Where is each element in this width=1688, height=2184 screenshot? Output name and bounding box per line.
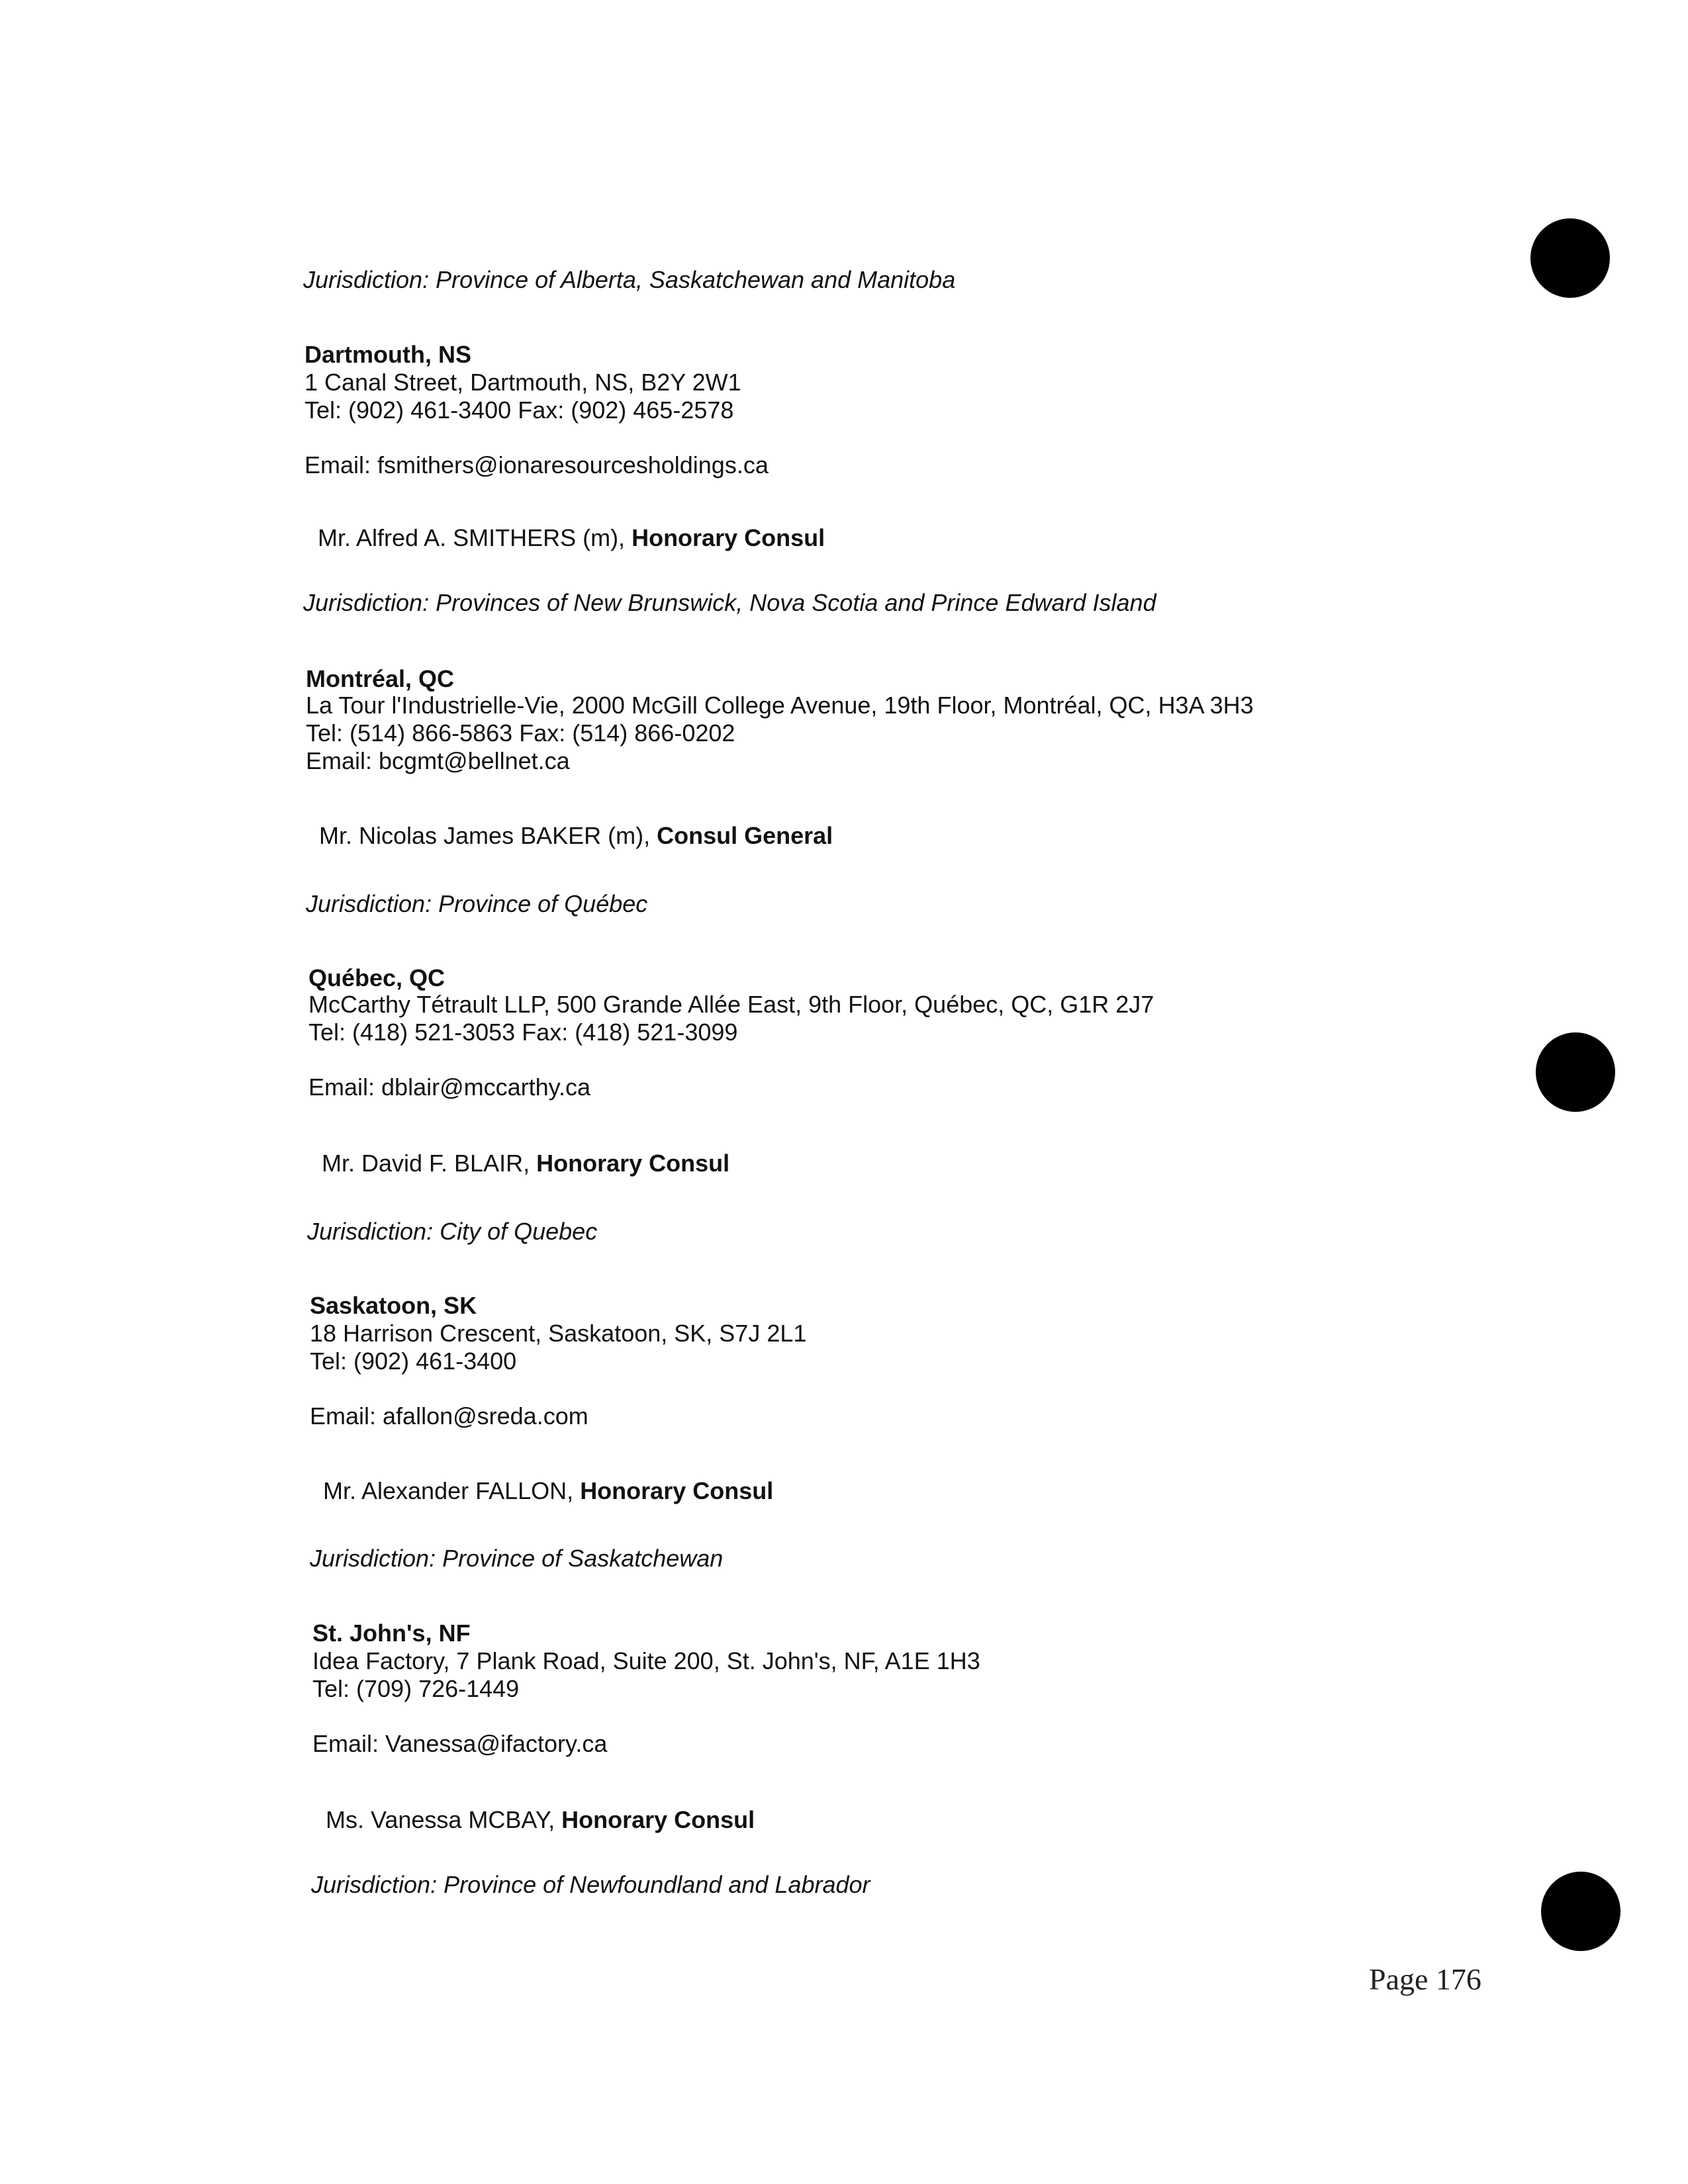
punch-hole-bottom bbox=[1541, 1872, 1620, 1951]
consul-name: Mr. David F. BLAIR, bbox=[322, 1150, 537, 1177]
consul-person bbox=[323, 1479, 773, 1503]
consul-person bbox=[319, 824, 833, 848]
consul-title: Honorary Consul bbox=[561, 1806, 755, 1833]
punch-hole-top bbox=[1530, 218, 1610, 298]
jurisdiction-line: Jurisdiction: City of Quebec bbox=[307, 1218, 598, 1245]
office-address: 1 Canal Street, Dartmouth, NS, B2Y 2W1 bbox=[305, 369, 741, 396]
consul-title: Honorary Consul bbox=[580, 1477, 774, 1504]
office-city: Dartmouth, NS bbox=[305, 341, 471, 368]
consul-name: Mr. Alexander FALLON, bbox=[323, 1477, 581, 1504]
office-city: Montréal, QC bbox=[306, 665, 455, 692]
consul-title: Honorary Consul bbox=[536, 1150, 730, 1177]
consul-name: Mr. Nicolas James BAKER (m), bbox=[319, 822, 657, 849]
jurisdiction-line: Jurisdiction: Province of Saskatchewan bbox=[310, 1545, 724, 1572]
consul-name: Mr. Alfred A. SMITHERS (m), bbox=[318, 524, 632, 551]
office-address: Idea Factory, 7 Plank Road, Suite 200, St. John's, NF, A1E 1H3 bbox=[312, 1647, 980, 1674]
office-email: Email: afallon@sreda.com bbox=[310, 1402, 588, 1430]
jurisdiction-line: Jurisdiction: Province of Alberta, Saskatchewan and Manitoba bbox=[303, 266, 956, 293]
consul-name: Ms. Vanessa MCBAY, bbox=[326, 1806, 562, 1833]
page-number: Page 176 bbox=[1369, 1962, 1481, 1996]
office-city: Québec, QC bbox=[308, 964, 445, 991]
jurisdiction-line: Jurisdiction: Provinces of New Brunswick, Nova Scotia and Prince Edward Island bbox=[303, 589, 1156, 616]
office-phone: Tel: (514) 866-5863 Fax: (514) 866-0202 bbox=[306, 719, 735, 747]
office-email: Email: dblair@mccarthy.ca bbox=[308, 1073, 590, 1101]
jurisdiction-line: Jurisdiction: Province of Newfoundland and Labrador bbox=[311, 1871, 870, 1898]
office-city: St. John's, NF bbox=[312, 1619, 471, 1647]
office-phone: Tel: (902) 461-3400 Fax: (902) 465-2578 bbox=[305, 396, 734, 424]
consul-person bbox=[326, 1808, 755, 1832]
office-email: Email: fsmithers@ionaresourcesholdings.ca bbox=[305, 451, 769, 478]
office-phone: Tel: (902) 461-3400 bbox=[310, 1347, 517, 1375]
jurisdiction-line: Jurisdiction: Province of Québec bbox=[306, 890, 648, 917]
consul-title: Consul General bbox=[657, 822, 833, 849]
consul-title: Honorary Consul bbox=[632, 524, 825, 551]
office-address: McCarthy Tétrault LLP, 500 Grande Allée East, 9th Floor, Québec, QC, G1R 2J7 bbox=[308, 991, 1154, 1018]
office-address: 18 Harrison Crescent, Saskatoon, SK, S7J 2L1 bbox=[310, 1320, 807, 1347]
office-address: La Tour l'Industrielle-Vie, 2000 McGill College Avenue, 19th Floor, Montréal, QC, H3A 3H3 bbox=[306, 692, 1254, 719]
office-phone: Tel: (418) 521-3053 Fax: (418) 521-3099 bbox=[308, 1019, 738, 1046]
office-email: Email: bcgmt@bellnet.ca bbox=[306, 747, 570, 774]
office-city: Saskatoon, SK bbox=[310, 1292, 477, 1319]
office-phone: Tel: (709) 726-1449 bbox=[312, 1675, 520, 1702]
office-email: Email: Vanessa@ifactory.ca bbox=[312, 1730, 608, 1757]
consul-person bbox=[318, 526, 825, 550]
punch-hole-middle bbox=[1536, 1032, 1615, 1112]
consul-person bbox=[322, 1152, 729, 1175]
